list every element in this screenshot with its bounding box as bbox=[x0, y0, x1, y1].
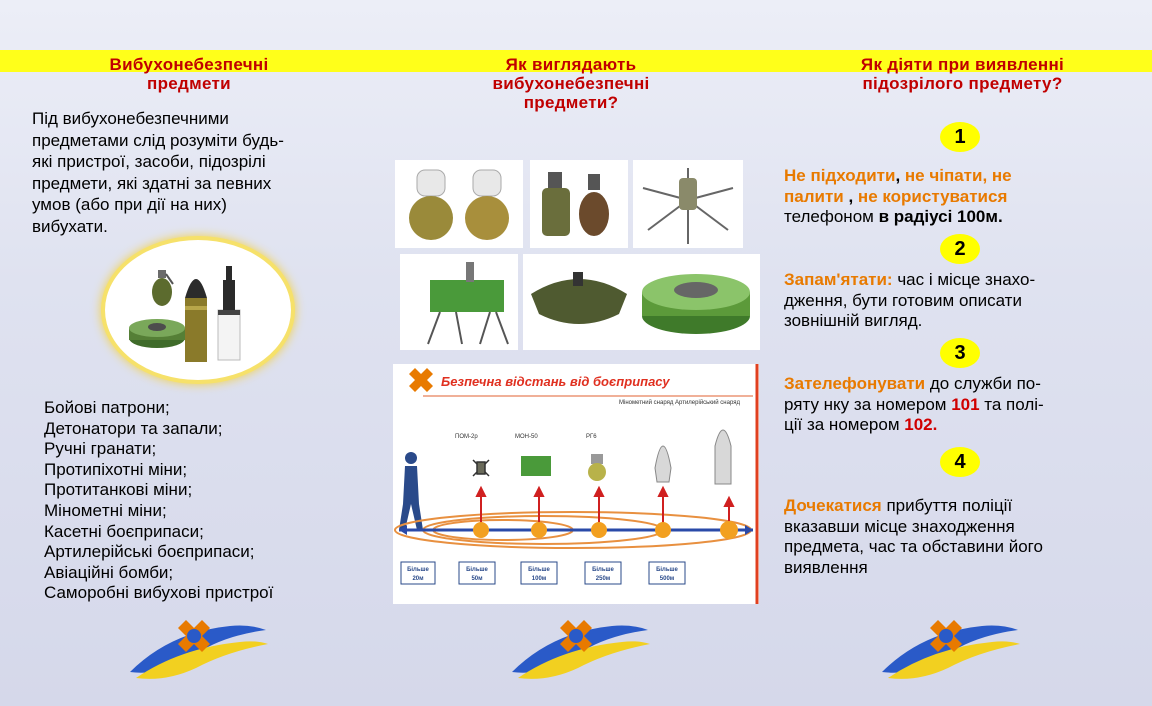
shell-icon bbox=[655, 446, 671, 482]
grenade-icon bbox=[395, 160, 523, 248]
shell-icon bbox=[715, 430, 731, 484]
diagram-title: Безпечна відстань від боєприпасу bbox=[441, 374, 670, 389]
list-item: Артилерійські боєприпаси; bbox=[44, 542, 255, 562]
photo-claymore-mine bbox=[400, 254, 518, 350]
distance-chart bbox=[393, 364, 759, 604]
distance-label: 20м bbox=[412, 576, 424, 582]
step-4: Дочекатися прибуття поліції вказавши місце знаходження предмета, час та обставини його виявлення bbox=[784, 496, 1043, 577]
emblem-icon bbox=[882, 612, 1022, 682]
mine-icon bbox=[521, 456, 551, 476]
distance-label: Більше bbox=[407, 567, 429, 573]
list-item: Протипіхотні міни; bbox=[44, 459, 188, 479]
list-item: Міномeтні міни; bbox=[44, 500, 167, 520]
step-number: 4 bbox=[940, 447, 980, 477]
step-1: Не підходити, не чіпати, не палити , не користуватися телефоном в радіусі 100м. bbox=[784, 166, 1012, 227]
step-number: 1 bbox=[940, 122, 980, 152]
photo-fragmentation-mine bbox=[523, 254, 635, 350]
list-item: Авіаційні бомби; bbox=[44, 562, 174, 582]
distance-label: 500м bbox=[659, 576, 675, 582]
emblem-icon bbox=[512, 612, 652, 682]
shell-icon bbox=[218, 266, 240, 360]
list-item: Бойові патрони; bbox=[44, 398, 170, 417]
mine-icon bbox=[129, 319, 185, 348]
photo-tripwire-mine bbox=[633, 160, 743, 248]
emblem-icon bbox=[130, 612, 270, 682]
intro-text: Під вибухонебезпечними предметами слід розуміти будь- які пристрої, засоби, підозрілі предмети, які здатні за певних умов (або при дії на них) вибухати. bbox=[32, 109, 284, 236]
mine-icon bbox=[630, 254, 760, 350]
photo-grenades-2 bbox=[530, 160, 628, 248]
distance-label: Більше bbox=[466, 567, 488, 573]
list-item: Саморобні вибухові пристрої bbox=[44, 583, 274, 603]
distance-label: Більше bbox=[656, 567, 678, 573]
left-column-title: Вибухонебезпечні предмети bbox=[109, 55, 269, 93]
distance-label: Більше bbox=[592, 567, 614, 573]
step-2: Запам'ятати: час і місце знахо- дження, бути готовим описати зовнішній вигляд. bbox=[784, 270, 1036, 331]
right-column-title: Як діяти при виявленні підозрілого предмету? bbox=[860, 55, 1065, 93]
list-item: Ручні гранати; bbox=[44, 439, 157, 459]
ordnance-circle bbox=[105, 240, 291, 380]
person-icon bbox=[399, 452, 423, 530]
distance-label: 100м bbox=[531, 576, 547, 582]
ordnance-illustration bbox=[105, 240, 291, 380]
mine-icon bbox=[473, 460, 489, 476]
item-label: Мінометний снаряд bbox=[619, 400, 674, 406]
mine-icon bbox=[523, 254, 635, 350]
grenade-icon bbox=[588, 454, 606, 481]
list-item: Детонатори та запали; bbox=[44, 418, 223, 438]
distance-label: 250м bbox=[595, 576, 611, 582]
distance-label: 50м bbox=[471, 576, 483, 582]
mine-icon bbox=[633, 160, 743, 248]
step-3: Зателефонувати до служби по- ряту нку за номером 101 та полі- ції за номером 102. bbox=[784, 374, 1044, 435]
list-item: Протитанкові міни; bbox=[44, 480, 193, 500]
step-number: 3 bbox=[940, 338, 980, 368]
photo-antitank-mine bbox=[630, 254, 760, 350]
item-label: Артилерійський снаряд bbox=[675, 400, 740, 406]
item-label: РГ6 bbox=[586, 434, 597, 440]
middle-column-title: Як виглядають вибухонебезпечні предмети? bbox=[492, 55, 650, 112]
step-number: 2 bbox=[940, 234, 980, 264]
safe-distance-diagram bbox=[393, 364, 759, 604]
list-item: Касетні боєприпаси; bbox=[44, 521, 204, 541]
grenade-icon bbox=[530, 160, 628, 248]
emblem-icon bbox=[409, 368, 433, 392]
mine-icon bbox=[400, 254, 518, 350]
item-label: МОН-50 bbox=[515, 434, 538, 440]
grenade-icon bbox=[152, 270, 173, 306]
item-label: ПОМ-2р bbox=[455, 434, 478, 440]
distance-label: Більше bbox=[528, 567, 550, 573]
shell-icon bbox=[185, 279, 207, 362]
ordnance-list bbox=[44, 398, 273, 604]
photo-grenades-1 bbox=[395, 160, 523, 248]
